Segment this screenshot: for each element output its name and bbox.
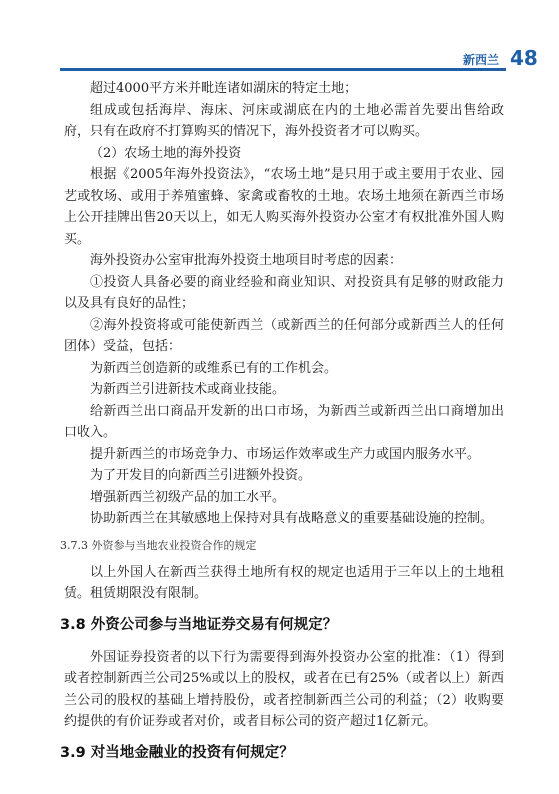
paragraph-heading: （2）农场土地的海外投资 bbox=[90, 145, 242, 161]
paragraph: 超过4000平方米并毗连诸如湖床的特定土地； bbox=[90, 81, 358, 96]
paragraph: 根据《2005年海外投资法》，“农场土地”是只用于或主要用于农业、园艺或牧场、或用于养殖蜜蜂、家禽或畜牧的土地。农场土地须在新西兰市场上公开挂牌出售20天以上，如无人购买海外投资办公室才有权批准外国人购买。 bbox=[64, 167, 504, 247]
paragraph: 组成或包括海岸、海床、河床或湖底在内的土地必需首先要出售给政府，只有在政府不打算购买的情况下，海外投资者才可以购买。 bbox=[64, 102, 504, 139]
list-item: 为新西兰引进新技术或商业技能。 bbox=[90, 382, 286, 397]
list-item: 给新西兰出口商品开发新的出口市场，为新西兰或新西兰出口商增加出口收入。 bbox=[64, 403, 504, 440]
section-heading: 3.9 对当地金融业的投资有何规定？ bbox=[60, 744, 294, 761]
list-item: 为了开发目的向新西兰引进额外投资。 bbox=[90, 468, 312, 483]
body-text bbox=[60, 78, 504, 775]
paragraph: 以上外国人在新西兰获得土地所有权的规定也适用于三年以上的土地租赁。租赁期限没有限制。 bbox=[64, 564, 504, 601]
list-item: ①投资人具备必要的商业经验和商业知识、对投资具有足够的财政能力以及具有良好的品性； bbox=[64, 274, 504, 311]
list-item: ②海外投资将或可能使新西兰（或新西兰的任何部分或新西兰人的任何团体）受益，包括： bbox=[64, 317, 504, 354]
header-label: 新西兰 bbox=[463, 53, 500, 67]
list-item: 提升新西兰的市场竞争力、市场运作效率或生产力或国内服务水平。 bbox=[90, 446, 481, 462]
section-heading: 3.8 外资公司参与当地证券交易有何规定？ bbox=[60, 616, 338, 633]
page-number: 48 bbox=[510, 46, 538, 70]
list-item: 为新西兰创造新的或维系已有的工作机会。 bbox=[90, 360, 338, 376]
subsection-heading: 3.7.3 外资参与当地农业投资合作的规定 bbox=[60, 538, 257, 552]
header-rule bbox=[60, 68, 506, 71]
list-item: 增强新西兰初级产品的加工水平。 bbox=[90, 489, 286, 505]
list-item: 协助新西兰在其敏感地上保持对具有战略意义的重要基础设施的控制。 bbox=[90, 511, 494, 526]
paragraph: 外国证券投资者的以下行为需要得到海外投资办公室的批准：（1）得到或者控制新西兰公司25%或以上的股权，或者在已有25%（或者以上）新西兰公司的股权的基础上增持股份，或者控制新西兰公司的利益；（2）收购要约提供的有价证券或者对价，或者目标公司的资产超过1亿新元。 bbox=[64, 649, 504, 729]
paragraph: 海外投资办公室审批海外投资土地项目时考虑的因素： bbox=[90, 253, 403, 268]
